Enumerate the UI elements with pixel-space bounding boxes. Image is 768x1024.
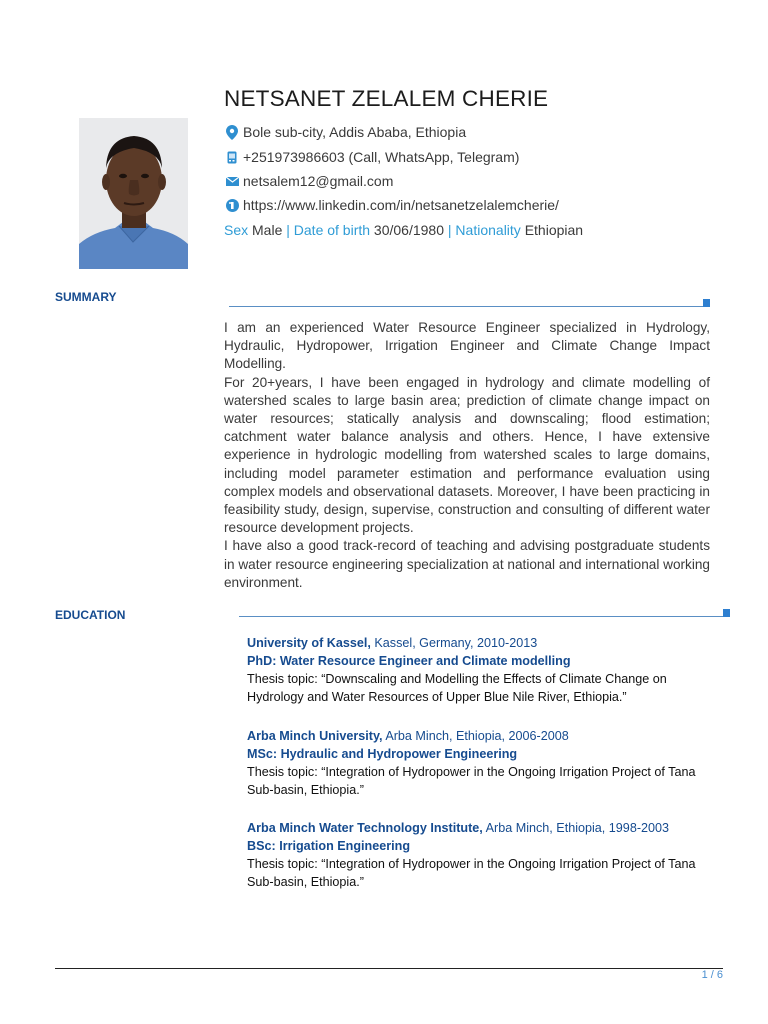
thesis-topic: Thesis topic: “Downscaling and Modelling the Effects of Climate Change on Hydrology and Water Resources of Upper Blue Nile River, Ethiopia.” [247,672,667,704]
degree-title: PhD: Water Resource Engineer and Climate modelling [247,654,571,668]
address-line [224,124,466,140]
institution-name: Arba Minch University, [247,729,383,743]
education-heading: EDUCATION [55,608,126,622]
institution-details: Arba Minch, Ethiopia, 1998-2003 [482,821,670,835]
education-entry [247,634,717,706]
separator: | [286,222,290,238]
email-icon [224,177,240,186]
divider-end-marker [703,299,710,307]
nationality-label: Nationality [451,222,521,238]
linkedin-icon [224,199,240,212]
education-entry [247,727,717,799]
email-text[interactable]: netsalem12@gmail.com [243,173,394,189]
dob-label: Date of birth [289,222,371,238]
institution-line [247,819,717,837]
degree-title: BSc: Irrigation Engineering [247,839,411,853]
phone-line [224,149,519,165]
institution-line [247,727,717,745]
personal-info-line [224,222,583,238]
section-divider [229,306,703,307]
summary-paragraph: For 20+years, I have been engaged in hydrology and climate modelling of watershed scales to large basin area; prediction of climate change impact on water resources; statically analysis and downscaling; flood estimation; catchment water balance analysis and others. Hence, I have extensive experience in hydrologic modelling from watershed scales to large domains, including model parameter estimation and performance evaluation using complex models and observational datasets. Moreover, I have been practicing in feasibility study, design, supervise, construction and consulting of different water resource development projects. [224,374,710,536]
sex-label: Sex [224,222,249,238]
nationality-value: Ethiopian [520,222,584,238]
summary-paragraph: I am an experienced Water Resource Engineer specialized in Hydrology, Hydraulic, Hydropower, Irrigation Engineer and Climate Change Impact Modelling. [224,320,710,372]
institution-name: University of Kassel, [247,636,371,650]
footer-divider [55,968,723,969]
phone-text[interactable]: +251973986603 (Call, WhatsApp, Telegram) [243,149,520,165]
section-divider [239,616,723,617]
page-number: 1 / 6 [701,969,723,981]
candidate-name: NETSANET ZELALEM CHERIE [224,86,549,111]
separator: | [447,222,452,238]
institution-details: Kassel, Germany, 2010-2013 [370,636,538,650]
address-text: Bole sub-city, Addis Ababa, Ethiopia [243,124,467,140]
linkedin-line [224,197,559,213]
summary-heading: SUMMARY [55,290,117,304]
institution-details: Arba Minch, Ethiopia, 2006-2008 [382,729,569,743]
degree-title: MSc: Hydraulic and Hydropower Engineering [247,747,518,761]
institution-name: Arba Minch Water Technology Institute, [247,821,483,835]
dob-value: 30/06/1980 [370,222,448,238]
summary-text [224,319,710,592]
education-entry [247,819,717,891]
linkedin-url[interactable]: https://www.linkedin.com/in/netsanetzelalemcherie/ [243,197,559,213]
sex-value: Male [248,222,287,238]
profile-photo [79,118,188,269]
divider-end-marker [723,609,730,617]
thesis-topic: Thesis topic: “Integration of Hydropower in the Ongoing Irrigation Project of Tana Sub-basin, Ethiopia.” [247,765,696,797]
summary-paragraph: I have also a good track-record of teaching and advising postgraduate students in water resource engineering specialization at national and international working environment. [224,538,710,590]
phone-icon [224,151,240,164]
email-line [224,173,393,189]
institution-line [247,634,717,652]
thesis-topic: Thesis topic: “Integration of Hydropower in the Ongoing Irrigation Project of Tana Sub-basin, Ethiopia.” [247,857,696,889]
location-pin-icon [224,125,240,140]
